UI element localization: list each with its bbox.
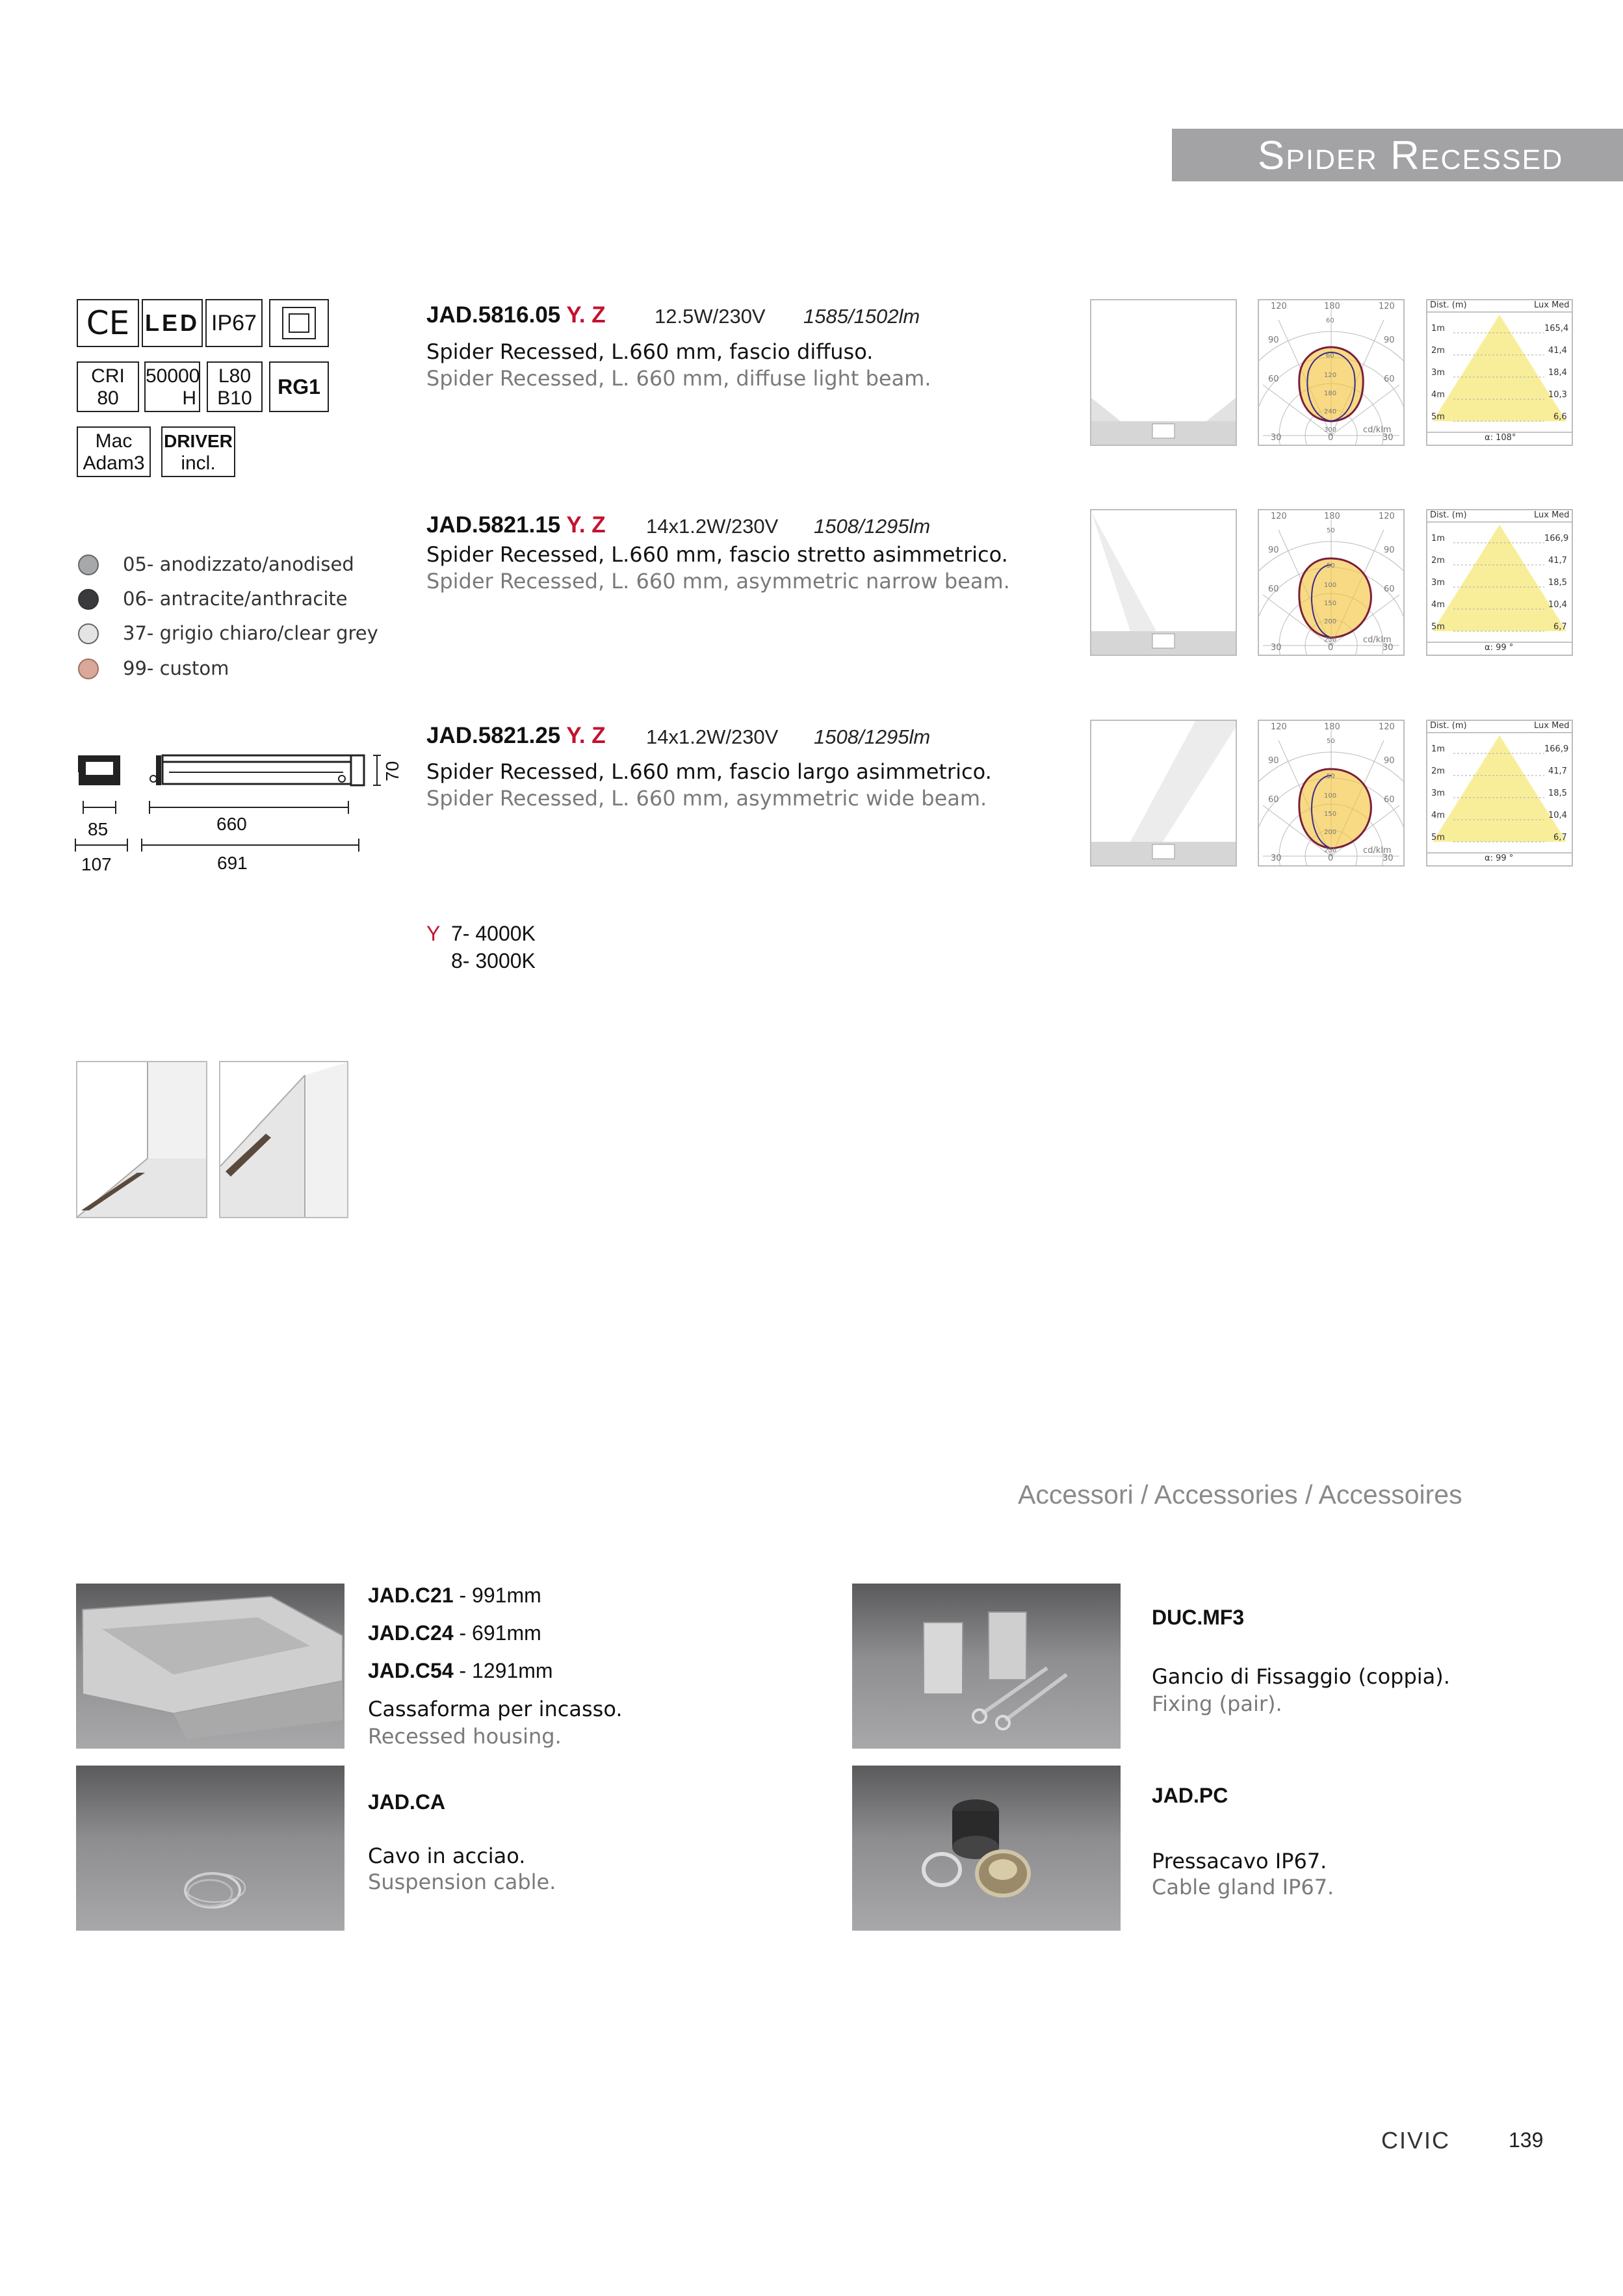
lux-value: 10,3 xyxy=(1548,390,1567,400)
polar-ring-label: 150 xyxy=(1324,600,1337,607)
risk-group-badge: RG1 xyxy=(269,361,329,412)
product-desc-en: Spider Recessed, L. 660 mm, asymmetric wide beam. xyxy=(426,786,987,811)
lux-dist: 2m xyxy=(1431,556,1445,566)
polar-ring-label: 50 xyxy=(1327,562,1335,569)
lux-value: 41,7 xyxy=(1548,556,1567,566)
finish-label: 06- antracite/anthracite xyxy=(123,588,348,610)
polar-unit: cd/klm xyxy=(1363,635,1392,645)
finish-label: 99- custom xyxy=(123,657,229,679)
polar-bottom-center: 0 xyxy=(1328,433,1334,443)
polar-ring-label: 300 xyxy=(1324,426,1337,434)
lumen-maintenance-badge: L80 B10 xyxy=(207,361,263,412)
polar-90-left: 90 xyxy=(1268,545,1279,555)
accessories-heading: Accessori / Accessories / Accessoires xyxy=(1018,1480,1462,1509)
product-power: 14x1.2W/230V xyxy=(646,725,779,748)
polar-ring-label: 250 xyxy=(1324,847,1337,854)
polar-top-left: 120 xyxy=(1271,512,1287,521)
lux-dist: 2m xyxy=(1431,766,1445,776)
product-code-line: JAD.5821.15 Y. Z xyxy=(426,512,606,538)
temperature-4000k: 7- 4000K xyxy=(451,922,536,945)
dim-outer-length: 691 xyxy=(217,853,248,873)
polar-top-center: 180 xyxy=(1324,302,1340,311)
page-number: 139 xyxy=(1509,2128,1544,2152)
accessory-image-fixing xyxy=(852,1584,1121,1749)
lux-value: 6,7 xyxy=(1553,833,1567,842)
lux-value-header: Lux Med xyxy=(1534,721,1570,731)
ce-mark: CE xyxy=(77,299,139,347)
product-lumen: 1508/1295lm xyxy=(814,725,931,748)
accessory-code: JAD.C24 - 691mm xyxy=(368,1621,541,1645)
polar-ring-label: 180 xyxy=(1324,390,1337,397)
polar-ring-label: 60 xyxy=(1326,317,1334,324)
product-power: 12.5W/230V xyxy=(655,305,766,328)
accessory-image-gland xyxy=(852,1766,1121,1931)
lux-dist: 2m xyxy=(1431,346,1445,356)
lux-dist: 4m xyxy=(1431,600,1445,610)
cri-badge: CRI 80 xyxy=(77,361,139,412)
lux-dist-header: Dist. (m) xyxy=(1430,721,1467,731)
polar-bottom-center: 0 xyxy=(1328,854,1334,863)
polar-top-right: 120 xyxy=(1379,302,1395,311)
beam-thumbnail-narrow xyxy=(1090,509,1237,656)
beam-thumbnail-wide xyxy=(1090,720,1237,867)
polar-top-right: 120 xyxy=(1379,722,1395,732)
lux-value: 166,9 xyxy=(1544,744,1569,754)
lifetime-badge: 50000 H xyxy=(144,361,200,412)
polar-60-right: 60 xyxy=(1384,795,1395,805)
installation-illustration-corner xyxy=(76,1061,207,1218)
polar-90-right: 90 xyxy=(1384,756,1395,766)
brand-logo: CIVIC xyxy=(1381,2127,1451,2154)
beam-angle: α: 108° xyxy=(1485,433,1516,443)
ip-rating-badge: IP67 xyxy=(205,299,263,347)
lux-dist-header: Dist. (m) xyxy=(1430,510,1467,520)
lux-dist: 3m xyxy=(1431,368,1445,378)
lux-dist: 5m xyxy=(1431,833,1445,842)
polar-60-left: 60 xyxy=(1268,795,1279,805)
temperature-prefix: Y xyxy=(426,922,441,945)
lux-value: 6,6 xyxy=(1553,412,1567,422)
temperature-3000k: 8- 3000K xyxy=(451,949,536,972)
polar-90-right: 90 xyxy=(1384,545,1395,555)
polar-90-left: 90 xyxy=(1268,756,1279,766)
lux-table-wide xyxy=(1426,720,1573,867)
polar-60-right: 60 xyxy=(1384,374,1395,384)
lux-dist: 4m xyxy=(1431,390,1445,400)
polar-ring-label: 250 xyxy=(1324,636,1337,644)
polar-60-right: 60 xyxy=(1384,584,1395,594)
product-lumen: 1508/1295lm xyxy=(814,515,931,538)
installation-illustration-wall xyxy=(219,1061,348,1218)
polar-ring-label: 120 xyxy=(1324,372,1337,379)
lux-dist: 5m xyxy=(1431,412,1445,422)
polar-ring-label: 240 xyxy=(1324,408,1337,415)
polar-top-center: 180 xyxy=(1324,512,1340,521)
driver-badge: DRIVER incl. xyxy=(161,426,235,477)
accessory-code: DUC.MF3 xyxy=(1152,1606,1245,1629)
accessory-desc-it: Gancio di Fissaggio (coppia). xyxy=(1152,1664,1450,1689)
beam-angle: α: 99 ° xyxy=(1485,854,1514,863)
product-desc-en: Spider Recessed, L. 660 mm, diffuse light beam. xyxy=(426,366,931,391)
polar-bottom-right: 30 xyxy=(1383,643,1394,653)
beam-angle: α: 99 ° xyxy=(1485,643,1514,653)
lux-dist: 4m xyxy=(1431,811,1445,820)
polar-unit: cd/klm xyxy=(1363,846,1392,855)
accessory-desc-en: Fixing (pair). xyxy=(1152,1691,1282,1716)
polar-ring-label: 50 xyxy=(1327,527,1335,534)
polar-60-left: 60 xyxy=(1268,584,1279,594)
polar-diagram-wide xyxy=(1258,720,1405,867)
polar-top-right: 120 xyxy=(1379,512,1395,521)
polar-ring-label: 100 xyxy=(1324,582,1337,589)
lux-dist: 5m xyxy=(1431,622,1445,632)
polar-bottom-center: 0 xyxy=(1328,643,1334,653)
polar-bottom-left: 30 xyxy=(1271,854,1282,863)
lux-value: 41,4 xyxy=(1548,346,1567,356)
accessory-desc-it: Cassaforma per incasso. xyxy=(368,1697,623,1721)
page-title: Spider Recessed xyxy=(1258,133,1564,178)
lux-dist: 1m xyxy=(1431,744,1445,754)
polar-top-left: 120 xyxy=(1271,722,1287,732)
lux-table-diffuse xyxy=(1426,299,1573,446)
polar-ring-label: 50 xyxy=(1327,738,1335,745)
lux-dist: 1m xyxy=(1431,324,1445,333)
polar-ring-label: 200 xyxy=(1324,829,1337,836)
finish-swatch-05 xyxy=(78,554,99,575)
polar-ring-label: 100 xyxy=(1324,792,1337,800)
polar-unit: cd/klm xyxy=(1363,425,1392,435)
product-desc-it: Spider Recessed, L.660 mm, fascio stretto asimmetrico. xyxy=(426,542,1008,567)
lux-value: 10,4 xyxy=(1548,600,1567,610)
lux-value: 41,7 xyxy=(1548,766,1567,776)
dim-outer-width: 107 xyxy=(81,854,112,874)
finish-swatch-99 xyxy=(78,659,99,679)
accessory-image-housing xyxy=(76,1584,344,1749)
polar-ring-label: 50 xyxy=(1327,773,1335,780)
polar-top-left: 120 xyxy=(1271,302,1287,311)
lux-value-header: Lux Med xyxy=(1534,510,1570,520)
lux-value: 18,5 xyxy=(1548,578,1567,588)
lux-dist: 3m xyxy=(1431,578,1445,588)
lux-value-header: Lux Med xyxy=(1534,300,1570,310)
accessory-desc-en: Suspension cable. xyxy=(368,1870,556,1894)
dim-inner-width: 85 xyxy=(88,819,109,839)
polar-ring-label: 200 xyxy=(1324,618,1337,625)
polar-bottom-left: 30 xyxy=(1271,433,1282,443)
finish-swatch-06 xyxy=(78,589,99,610)
polar-top-center: 180 xyxy=(1324,722,1340,732)
accessory-code: JAD.CA xyxy=(368,1790,446,1814)
accessory-code: JAD.PC xyxy=(1152,1784,1228,1807)
accessory-desc-it: Pressacavo IP67. xyxy=(1152,1849,1327,1873)
accessory-image-cable xyxy=(76,1766,344,1931)
polar-diagram-narrow xyxy=(1258,509,1405,656)
led-badge: LED xyxy=(142,299,203,347)
polar-bottom-right: 30 xyxy=(1383,854,1394,863)
lux-table-narrow xyxy=(1426,509,1573,656)
polar-bottom-right: 30 xyxy=(1383,433,1394,443)
accessory-desc-en: Recessed housing. xyxy=(368,1724,562,1749)
dim-depth: 70 xyxy=(382,761,402,781)
polar-ring-label: 150 xyxy=(1324,811,1337,818)
beam-thumbnail-diffuse xyxy=(1090,299,1237,446)
lux-value: 18,5 xyxy=(1548,789,1567,798)
product-power: 14x1.2W/230V xyxy=(646,515,779,538)
polar-bottom-left: 30 xyxy=(1271,643,1282,653)
dim-inner-length: 660 xyxy=(216,814,247,834)
polar-ring-label: 60 xyxy=(1326,352,1334,359)
accessory-desc-it: Cavo in acciao. xyxy=(368,1844,526,1868)
product-desc-it: Spider Recessed, L.660 mm, fascio largo asimmetrico. xyxy=(426,759,992,784)
finish-label: 05- anodizzato/anodised xyxy=(123,553,354,575)
finish-label: 37- grigio chiaro/clear grey xyxy=(123,622,378,644)
accessory-desc-en: Cable gland IP67. xyxy=(1152,1875,1334,1899)
finish-swatch-37 xyxy=(78,623,99,644)
lux-value: 10,4 xyxy=(1548,811,1567,820)
mac-adam-badge: Mac Adam3 xyxy=(77,426,151,477)
polar-90-left: 90 xyxy=(1268,335,1279,345)
product-code-line: JAD.5816.05 Y. Z xyxy=(426,302,606,328)
product-lumen: 1585/1502lm xyxy=(803,305,920,328)
product-code-line: JAD.5821.25 Y. Z xyxy=(426,723,606,748)
lux-value: 6,7 xyxy=(1553,622,1567,632)
accessory-code: JAD.C54 - 1291mm xyxy=(368,1659,553,1682)
polar-diagram-diffuse xyxy=(1258,299,1405,446)
product-desc-it: Spider Recessed, L.660 mm, fascio diffuso. xyxy=(426,339,874,364)
accessory-code: JAD.C21 - 991mm xyxy=(368,1584,541,1607)
lux-dist: 3m xyxy=(1431,789,1445,798)
polar-60-left: 60 xyxy=(1268,374,1279,384)
class-ii-icon xyxy=(269,299,329,347)
lux-dist-header: Dist. (m) xyxy=(1430,300,1467,310)
polar-90-right: 90 xyxy=(1384,335,1395,345)
lux-value: 166,9 xyxy=(1544,534,1569,543)
product-desc-en: Spider Recessed, L. 660 mm, asymmetric narrow beam. xyxy=(426,569,1010,594)
lux-value: 165,4 xyxy=(1544,324,1569,333)
lux-value: 18,4 xyxy=(1548,368,1567,378)
lux-dist: 1m xyxy=(1431,534,1445,543)
